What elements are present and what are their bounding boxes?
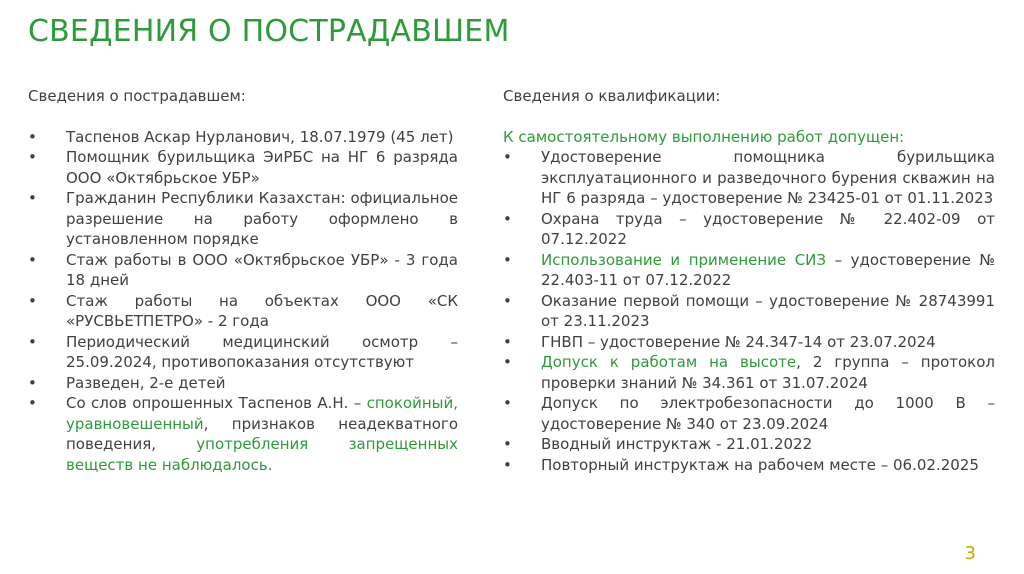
list-item (503, 147, 995, 209)
list-item (503, 352, 995, 393)
list-item: • Таспенов Аскар Нурланович, 18.07.1979 (45 лет) (28, 127, 458, 148)
qualification-section (503, 86, 995, 475)
list-item (503, 250, 995, 291)
list-item (503, 393, 995, 434)
list-item (503, 209, 995, 250)
item-highlight: Допуск к работам на высоте (541, 353, 797, 371)
list-item: • Помощник бурильщика ЭиРБС на НГ 6 разряда ООО «Октябрьское УБР» (28, 147, 458, 188)
list-item: • Стаж работы на объектах ООО «СК «РУСВЬЕТПЕТРО» - 2 года (28, 291, 458, 332)
item-highlight: Использование и применение СИЗ (541, 250, 827, 269)
list-item: • Разведен, 2-е детей (28, 373, 458, 394)
item-text: Повторный инструктаж на рабочем месте – 06.02.2025 (541, 455, 979, 474)
item-text: , 2 группа – протокол проверки знаний № 34.361 от 31.07.2024 (541, 353, 996, 392)
qualification-list (503, 147, 995, 475)
list-item: • Периодический медицинский осмотр – 25.09.2024, противопоказания отсутствуют (28, 332, 458, 373)
item-text: Вводный инструктаж - 21.01.2022 (541, 435, 813, 453)
page-title: СВЕДЕНИЯ О ПОСТРАДАВШЕМ (28, 14, 510, 49)
statement-highlight-substances: употребления запрещенных веществ не наблюдалось. (66, 435, 458, 474)
list-item (503, 291, 995, 332)
item-text: Оказание первой помощи – удостоверение № 28743991 от 23.11.2023 (541, 291, 995, 330)
statement-text: Со слов опрошенных Таспенов А.Н. – (66, 394, 367, 412)
qualification-heading: Сведения о квалификации: (503, 87, 721, 105)
item-text: – удостоверение № 22.403-11 от 07.12.2022 (541, 250, 995, 289)
statement-text: , признаков неадекватного поведения, (66, 414, 458, 453)
statement-highlight-calm: спокойный, уравновешенный (66, 394, 458, 433)
list-item-witness-statement (28, 393, 458, 475)
victim-info-section (28, 86, 458, 475)
list-item: • Гражданин Республики Казахстан: официальное разрешение на работу оформлено в установленном порядке (28, 188, 458, 250)
item-text: Удостоверение помощника бурильщика эксплуатационного и разведочного бурения скважин на НГ 6 разряда – удостоверение № 23425-01 от 01.11.2023 (541, 148, 995, 207)
item-text: Допуск по электробезопасности до 1000 В – удостоверение № 340 от 23.09.2024 (541, 394, 995, 433)
victim-info-heading: Сведения о пострадавшем: (28, 87, 246, 105)
list-item (503, 332, 995, 353)
victim-info-list (28, 127, 458, 476)
item-text: Охрана труда – удостоверение № 22.402-09 от 07.12.2022 (541, 209, 995, 248)
list-item: • Стаж работы в ООО «Октябрьское УБР» - 3 года 18 дней (28, 250, 458, 291)
list-item (503, 434, 995, 455)
item-text: ГНВП – удостоверение № 24.347-14 от 23.07.2024 (541, 332, 936, 351)
qualification-subheading: К самостоятельному выполнению работ допущен: (503, 127, 905, 146)
list-item (503, 455, 995, 476)
page-number: 3 (964, 543, 976, 564)
